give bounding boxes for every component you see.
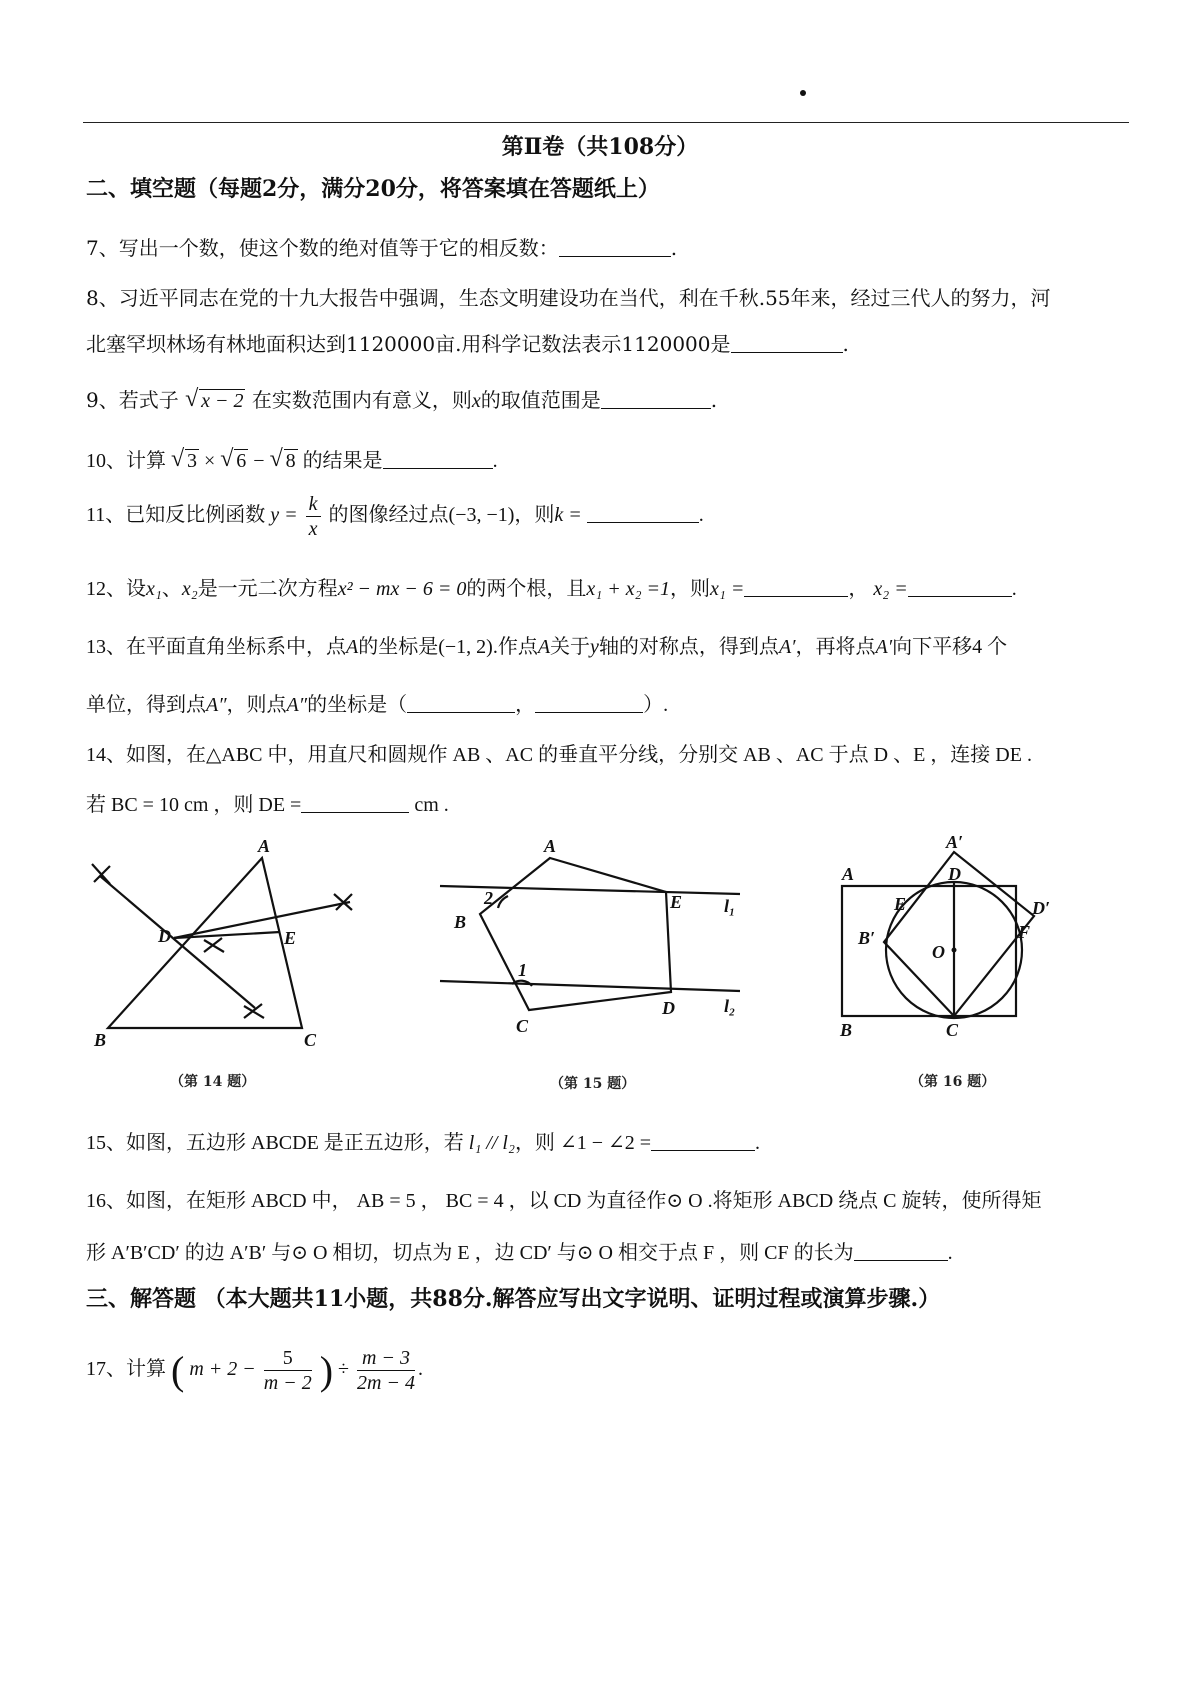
label-e: E xyxy=(670,892,683,912)
page-title: 第Ⅱ卷（共108分） xyxy=(501,134,699,160)
answer-blank xyxy=(301,794,409,813)
fraction-5-over-m-minus-2: $\frac{5}{m - 2}$ xyxy=(263,1347,312,1394)
answer-blank xyxy=(587,504,699,523)
label-angle-1: 1 xyxy=(518,960,527,980)
question-15: 15、如图，五边形 ABCDE 是正五边形，若 l₁ // l₂，则 ∠1 − ∠2 = . xyxy=(86,1132,761,1154)
question-12: 12、设x₁、x₂是一元二次方程x² − mx − 6 = 0的两个根，且x₁ + x₂ =1，则x₁ = ， x₂ = . xyxy=(86,578,1017,600)
question-16-line-1: 16、如图，在矩形 ABCD 中， AB = 5 ， BC = 4 ，以 CD 为直径作⊙ O .将矩形 ABCD 绕点 C 旋转，使所得矩 xyxy=(86,1190,1042,1212)
perpendicular-bisector-ab xyxy=(100,876,255,1008)
question-9: 9、若式子 √ x − 2 在实数范围内有意义，则x的取值范围是 . xyxy=(86,384,717,413)
label-l1: l₁ xyxy=(724,896,736,916)
section-3-heading: 三、解答题 （本大题共11小题，共88分.解答应写出文字说明、证明过程或演算步骤.） xyxy=(86,1286,941,1312)
label-c: C xyxy=(946,1020,959,1040)
label-c: C xyxy=(516,1016,529,1036)
label-angle-2: 2 xyxy=(484,888,493,908)
arc-mark xyxy=(92,864,110,884)
label-b: B xyxy=(94,1030,107,1050)
label-o: O xyxy=(932,942,945,962)
label-d: D xyxy=(662,998,675,1018)
label-a-prime: A′ xyxy=(946,836,964,852)
label-d-prime: D′ xyxy=(1032,898,1051,918)
answer-blank xyxy=(559,238,671,257)
sqrt-6: √ 6 xyxy=(220,449,248,473)
arc-mark xyxy=(204,938,224,952)
figure-15-caption: （第 15 题） xyxy=(550,1076,636,1092)
label-a: A xyxy=(842,864,855,884)
sqrt-3: √ 3 xyxy=(171,449,199,473)
figure-15 xyxy=(440,858,740,1010)
question-13-line-1: 13、在平面直角坐标系中，点A的坐标是(−1, 2).作点A关于y轴的对称点，得到点A′，再将点A′向下平移4 个 xyxy=(86,636,1008,658)
answer-blank xyxy=(651,1132,755,1151)
label-c: C xyxy=(304,1030,317,1050)
question-7: 7、写出一个数，使这个数的绝对值等于它的相反数： . xyxy=(86,236,678,260)
section-2-heading: 二、填空题（每题2分，满分20分，将答案填在答题纸上） xyxy=(86,176,660,202)
rectangle-abcd xyxy=(842,886,1016,1016)
label-e: E xyxy=(894,894,907,914)
answer-blank-x1 xyxy=(744,578,848,597)
question-13-line-2: 单位，得到点A″，则点A″的坐标是（ ， ）. xyxy=(86,694,669,716)
label-d: D xyxy=(158,926,171,946)
question-8-line-1: 8、习近平同志在党的十九大报告中强调，生态文明建设功在当代，利在千秋.55年来，经过三代人的努力，河 xyxy=(86,286,1051,310)
question-16-line-2: 形 A′B′CD′ 的边 A′B′ 与⊙ O 相切，切点为 E ，边 CD′ 与⊙ O 相交于点 F ，则 CF 的长为 . xyxy=(86,1242,953,1264)
label-l2: l₂ xyxy=(724,996,736,1016)
label-d: D xyxy=(948,864,961,884)
center-point xyxy=(952,948,957,953)
question-8-line-2: 北塞罕坝林场有林地面积达到1120000亩.用科学记数法表示1120000是 . xyxy=(86,332,849,356)
fraction-m-minus-3-over-2m-minus-4: $\frac{m - 3}{2m - 4}$ xyxy=(357,1347,415,1394)
question-14-line-1: 14、如图，在△ABC 中，用直尺和圆规作 AB 、AC 的垂直平分线，分别交 AB 、AC 于点 D 、E ，连接 DE . xyxy=(86,744,1032,766)
answer-blank-x xyxy=(407,694,515,713)
triangle-abc xyxy=(108,858,302,1028)
sqrt-8: √ 8 xyxy=(270,449,298,473)
answer-blank-x2 xyxy=(908,578,1012,597)
line-l2 xyxy=(440,981,740,991)
answer-blank xyxy=(601,390,711,409)
question-10: 10、计算 √ 3 × √ 6 − √ 8 的结果是 . xyxy=(86,444,498,473)
fraction-k-over-x: $\frac{k}{x}$ xyxy=(306,492,321,541)
stray-dot xyxy=(800,90,806,96)
figure-14-caption: （第 14 题） xyxy=(170,1074,256,1090)
label-a: A xyxy=(544,836,557,856)
label-f: F xyxy=(1018,922,1031,942)
figures-row xyxy=(80,836,1130,1106)
answer-blank xyxy=(731,334,843,353)
question-17: 17、计算 ( m + 2 − $\frac{5}{m - 2}$ ) ÷ $\frac{m - 3}{2m - 4}$ . xyxy=(86,1347,423,1394)
label-b: B xyxy=(454,912,467,932)
question-11: 11、已知反比例函数 y = $\frac{k}{x}$ 的图像经过点(−3, −1)，则k = . xyxy=(86,493,704,540)
sqrt-expression: √ x − 2 xyxy=(185,389,245,413)
label-a: A xyxy=(258,836,271,856)
answer-blank xyxy=(854,1242,948,1261)
answer-blank-y xyxy=(535,694,643,713)
header-rule xyxy=(83,122,1129,123)
label-e: E xyxy=(284,928,297,948)
label-b-prime: B′ xyxy=(858,928,876,948)
figure-14 xyxy=(92,858,352,1028)
question-14-line-2: 若 BC = 10 cm ，则 DE = cm . xyxy=(86,794,449,816)
label-b: B xyxy=(840,1020,853,1040)
answer-blank xyxy=(383,450,493,469)
figure-16-caption: （第 16 题） xyxy=(910,1074,996,1090)
